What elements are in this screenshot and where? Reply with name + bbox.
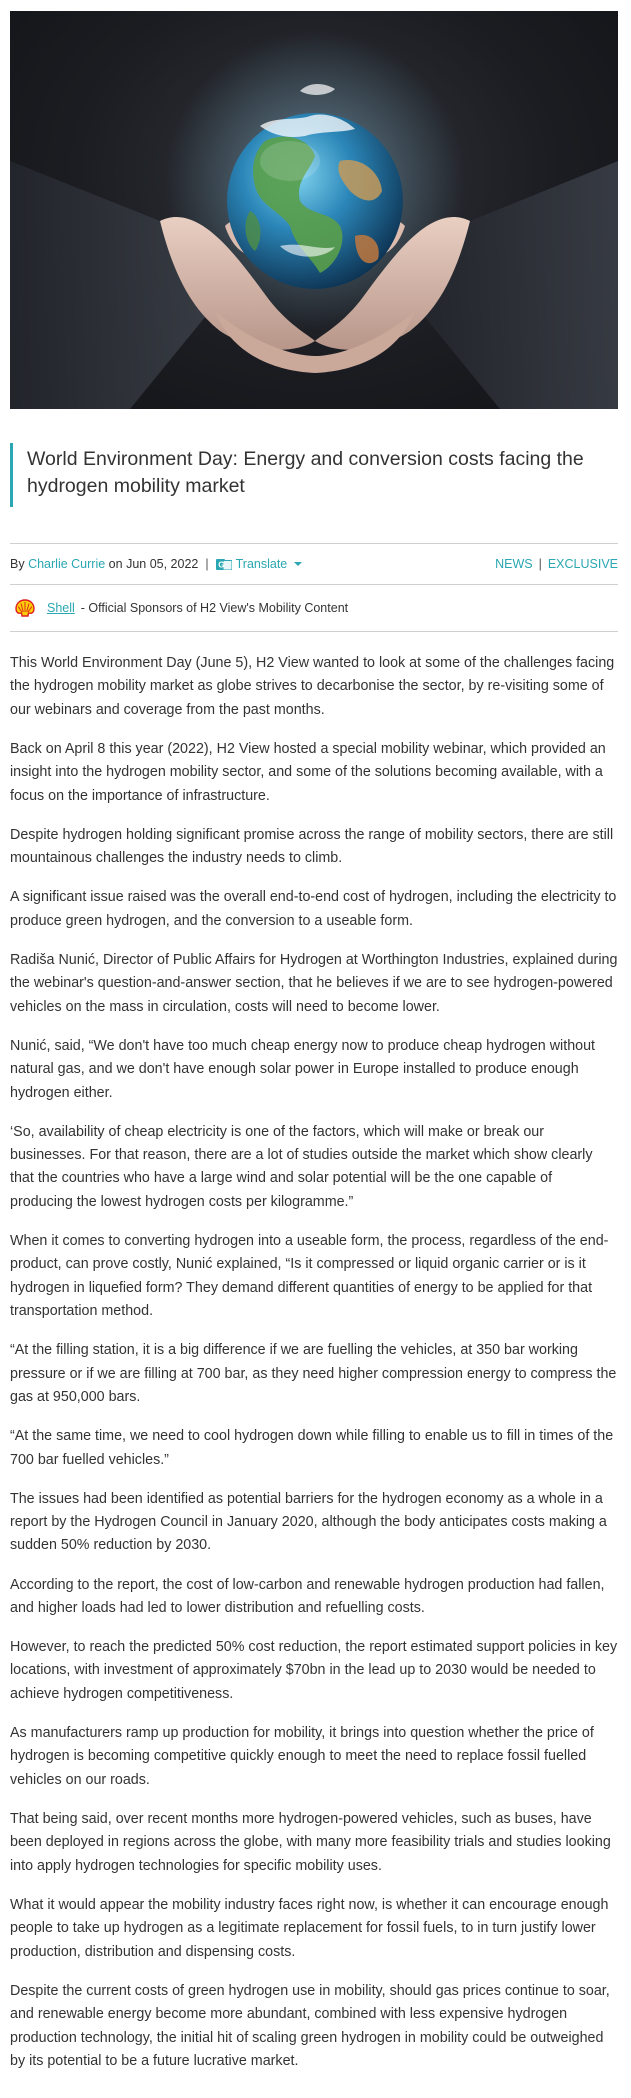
article-paragraph: A significant issue raised was the overall end-to-end cost of hydrogen, including the electricity to produce green hydrogen, and the conversion to a useable form. <box>10 889 617 929</box>
publish-date: Jun 05, 2022 <box>126 557 199 571</box>
article-paragraph: Back on April 8 this year (2022), H2 View hosted a special mobility webinar, which provided an insight into the hydrogen mobility sector, and some of the solutions becoming available, with a focus on the importance of infrastructure. <box>10 740 606 804</box>
article-paragraph: What it would appear the mobility industry faces right now, is whether it can encourage enough people to take up hydrogen as a legitimate replacement for fossil fuels, to in turn justify lower production, distribution and dispensing costs. <box>10 1896 609 1960</box>
sponsor-banner <box>10 585 618 631</box>
hero-image <box>10 11 618 409</box>
author-link[interactable]: Charlie Currie <box>28 557 106 571</box>
hands-holding-earth-illustration <box>10 11 618 409</box>
article-paragraph: This World Environment Day (June 5), H2 View wanted to look at some of the challenges facing the hydrogen mobility market as globe strives to decarbonise the sector, by re-visiting some of our webinars and coverage from the past months. <box>10 655 615 718</box>
article-paragraph: When it comes to converting hydrogen into a useable form, the process, regardless of the end-product, can prove costly, Nunić explained, “Is it compressed or liquid organic carrier or is it hydrogen in liquefied form? They demand different quantities of energy to be applied for that transportation method. <box>10 1232 609 1320</box>
sponsor-link[interactable]: Shell <box>47 601 75 615</box>
article-meta-bar <box>10 544 618 584</box>
byline-prefix: By <box>10 557 25 571</box>
article-paragraph: According to the report, the cost of low-carbon and renewable hydrogen production had fallen, and higher loads had led to lower distribution and refuelling costs. <box>10 1576 605 1616</box>
article-paragraph: Nunić, said, “We don't have too much cheap energy now to produce cheap hydrogen without natural gas, and we don't have enough solar power in Europe installed to produce enough hydrogen either. <box>10 1037 596 1101</box>
translate-button[interactable] <box>216 557 303 571</box>
article-paragraph: Radiša Nunić, Director of Public Affairs for Hydrogen at Worthington Industries, explained during the webinar's question-and-answer section, that he believes if we are to see hydrogen-powered vehicles on the mass in circulation, costs will need to become lower. <box>10 951 618 1015</box>
article-title: World Environment Day: Energy and conversion costs facing the hydrogen mobility market <box>27 448 584 497</box>
caret-down-icon <box>294 562 302 566</box>
translate-label: Translate <box>235 557 288 571</box>
article-body <box>10 632 618 2073</box>
google-translate-icon <box>216 559 232 570</box>
article-paragraph: That being said, over recent months more hydrogen-powered vehicles, such as buses, have been deployed in regions across the globe, with many more feasibility trials and studies looking into apply hydrogen technologies for specific mobility uses. <box>10 1810 611 1874</box>
article-title-block <box>10 443 618 507</box>
article-tags <box>495 557 618 571</box>
article-paragraph: The issues had been identified as potential barriers for the hydrogen economy as a whole in a report by the Hydrogen Council in January 2020, although the body anticipates costs making a sudden 50% reduction by 2030. <box>10 1490 607 1554</box>
tag-separator: | <box>538 557 542 571</box>
shell-logo-icon[interactable] <box>15 599 35 617</box>
article-paragraph: “At the filling station, it is a big difference if we are fuelling the vehicles, at 350 bar working pressure or if we are filling at 700 bar, as they need higher compression energy to compress the gas at 950,000 bars. <box>10 1342 617 1406</box>
sponsor-text: - Official Sponsors of H2 View's Mobility Content <box>80 601 349 615</box>
article-paragraph: As manufacturers ramp up production for mobility, it brings into question whether the price of hydrogen is becoming competitive quickly enough to meet the need to replace fossil fuelled vehicles on our roads. <box>10 1724 594 1788</box>
article-paragraph: Despite the current costs of green hydrogen use in mobility, should gas prices continue to soar, and renewable energy become more abundant, combined with less expensive hydrogen production technology, the initial hit of scaling green hydrogen in mobility could be outweighed by its potential to be a future lucrative market. <box>10 1982 610 2069</box>
article-paragraph: ‘So, availability of cheap electricity is one of the factors, which will make or break our businesses. For that reason, there are a lot of studies outside the market which show clearly that the countries who have a large wind and solar potential will be the one capable of producing the lowest hydrogen costs per kilogramme.” <box>10 1123 593 1210</box>
tag-news[interactable]: NEWS <box>495 557 533 571</box>
svg-text:G: G <box>217 560 225 570</box>
article-paragraph: Despite hydrogen holding significant promise across the range of mobility sectors, there are still mountainous challenges the industry needs to climb. <box>10 826 614 867</box>
meta-separator: | <box>205 557 209 571</box>
date-prefix: on <box>108 557 123 571</box>
byline <box>10 557 302 571</box>
tag-exclusive[interactable]: EXCLUSIVE <box>547 557 618 571</box>
article-paragraph: “At the same time, we need to cool hydrogen down while filling to enable us to fill in times of the 700 bar fuelled vehicles.” <box>10 1428 614 1468</box>
article-paragraph: However, to reach the predicted 50% cost reduction, the report estimated support policies in key locations, with investment of approximately $70bn in the lead up to 2030 would be needed to achieve hydrogen competitiveness. <box>10 1639 618 1702</box>
